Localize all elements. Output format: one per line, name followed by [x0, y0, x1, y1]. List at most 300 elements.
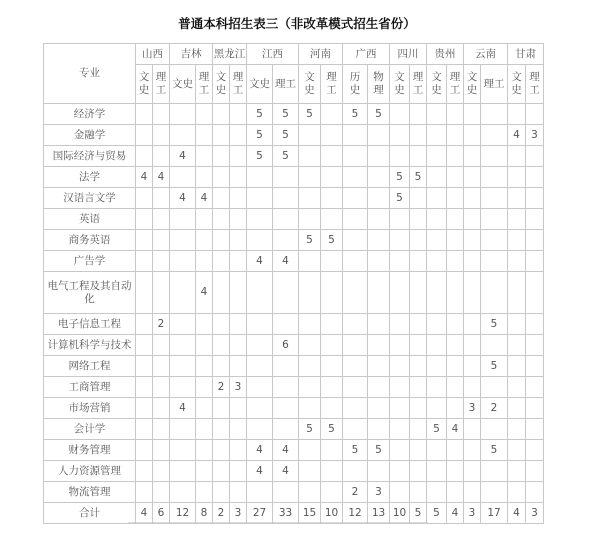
quota-cell — [526, 209, 544, 230]
quota-cell — [299, 461, 321, 482]
quota-cell — [427, 398, 447, 419]
major-column-header: 专业 — [44, 44, 136, 104]
table-row — [44, 146, 544, 167]
track-header: 理工 — [481, 65, 508, 104]
quota-cell — [447, 188, 464, 209]
quota-cell — [196, 482, 213, 503]
quota-cell — [299, 377, 321, 398]
table-row — [44, 167, 544, 188]
quota-cell — [368, 230, 390, 251]
quota-cell — [526, 377, 544, 398]
quota-cell — [368, 251, 390, 272]
quota-cell: 8 — [196, 503, 213, 524]
quota-cell — [213, 251, 230, 272]
quota-cell — [343, 188, 368, 209]
quota-cell — [299, 356, 321, 377]
quota-cell — [508, 209, 526, 230]
quota-cell — [213, 356, 230, 377]
quota-cell — [213, 104, 230, 125]
quota-cell — [247, 230, 273, 251]
quota-cell — [153, 125, 170, 146]
quota-cell — [321, 167, 343, 188]
quota-cell — [481, 104, 508, 125]
quota-cell — [299, 146, 321, 167]
quota-cell — [153, 272, 170, 314]
quota-cell — [508, 272, 526, 314]
province-header: 四川 — [390, 44, 427, 65]
province-header: 甘肃 — [508, 44, 544, 65]
province-header: 山西 — [136, 44, 170, 65]
total-row — [44, 503, 544, 524]
quota-cell — [196, 146, 213, 167]
quota-cell — [247, 272, 273, 314]
quota-cell — [299, 251, 321, 272]
quota-cell: 4 — [247, 251, 273, 272]
quota-cell — [273, 230, 299, 251]
quota-cell — [390, 398, 410, 419]
province-header: 江西 — [247, 44, 299, 65]
track-header: 理 工 — [410, 65, 427, 104]
quota-cell — [447, 230, 464, 251]
quota-cell — [196, 251, 213, 272]
track-header: 文 史 — [136, 65, 153, 104]
quota-cell: 5 — [410, 503, 427, 524]
quota-cell — [196, 419, 213, 440]
quota-cell — [526, 188, 544, 209]
track-header: 理 工 — [230, 65, 247, 104]
quota-cell — [390, 125, 410, 146]
quota-cell — [136, 482, 153, 503]
quota-cell — [196, 440, 213, 461]
quota-cell — [390, 419, 410, 440]
quota-cell — [508, 335, 526, 356]
track-header: 文 史 — [464, 65, 481, 104]
quota-cell — [410, 272, 427, 314]
major-name: 经济学 — [44, 104, 136, 125]
quota-cell — [230, 125, 247, 146]
province-header: 吉林 — [170, 44, 213, 65]
quota-cell — [343, 251, 368, 272]
quota-cell — [526, 272, 544, 314]
quota-cell — [153, 356, 170, 377]
quota-cell — [153, 146, 170, 167]
quota-cell: 4 — [170, 398, 196, 419]
quota-cell — [247, 482, 273, 503]
major-name: 广告学 — [44, 251, 136, 272]
quota-cell — [481, 230, 508, 251]
quota-cell — [343, 419, 368, 440]
quota-cell — [526, 335, 544, 356]
track-header: 文 史 — [390, 65, 410, 104]
track-header: 历 史 — [343, 65, 368, 104]
quota-cell — [508, 461, 526, 482]
quota-cell — [299, 482, 321, 503]
quota-cell — [136, 230, 153, 251]
quota-cell — [526, 104, 544, 125]
quota-cell — [508, 188, 526, 209]
major-name: 市场营销 — [44, 398, 136, 419]
quota-cell — [427, 209, 447, 230]
quota-cell — [196, 377, 213, 398]
quota-cell — [427, 230, 447, 251]
quota-cell — [343, 167, 368, 188]
quota-cell — [213, 209, 230, 230]
quota-cell — [526, 314, 544, 335]
quota-cell: 4 — [170, 188, 196, 209]
quota-cell — [368, 314, 390, 335]
quota-cell — [247, 377, 273, 398]
quota-cell — [410, 377, 427, 398]
quota-cell: 13 — [368, 503, 390, 524]
quota-cell — [390, 251, 410, 272]
quota-cell — [153, 440, 170, 461]
quota-cell — [410, 419, 427, 440]
track-header: 文 史 — [299, 65, 321, 104]
quota-cell — [343, 377, 368, 398]
quota-cell — [343, 209, 368, 230]
quota-cell: 5 — [343, 440, 368, 461]
quota-cell — [427, 104, 447, 125]
quota-cell — [247, 314, 273, 335]
quota-cell — [136, 209, 153, 230]
quota-cell — [508, 440, 526, 461]
quota-cell: 5 — [299, 230, 321, 251]
quota-cell — [153, 419, 170, 440]
quota-cell — [447, 314, 464, 335]
quota-cell — [464, 335, 481, 356]
major-name: 电气工程及其自动化 — [44, 272, 136, 314]
track-header: 理 工 — [447, 65, 464, 104]
quota-cell: 3 — [368, 482, 390, 503]
quota-cell: 5 — [273, 146, 299, 167]
quota-cell — [526, 230, 544, 251]
quota-cell — [508, 356, 526, 377]
quota-cell — [526, 482, 544, 503]
quota-cell — [321, 440, 343, 461]
quota-cell — [321, 251, 343, 272]
quota-cell: 4 — [508, 503, 526, 524]
quota-cell: 5 — [247, 125, 273, 146]
quota-cell — [343, 398, 368, 419]
quota-cell — [390, 104, 410, 125]
table-row — [44, 251, 544, 272]
quota-cell — [464, 377, 481, 398]
quota-cell — [368, 167, 390, 188]
quota-cell — [390, 482, 410, 503]
quota-cell — [427, 146, 447, 167]
quota-cell — [136, 188, 153, 209]
major-name: 商务英语 — [44, 230, 136, 251]
quota-cell: 3 — [464, 398, 481, 419]
quota-cell — [273, 398, 299, 419]
quota-cell: 4 — [196, 188, 213, 209]
quota-cell — [196, 167, 213, 188]
quota-cell — [299, 440, 321, 461]
track-header: 文 史 — [427, 65, 447, 104]
quota-cell — [368, 377, 390, 398]
quota-cell: 4 — [247, 440, 273, 461]
quota-cell — [247, 419, 273, 440]
quota-cell: 4 — [273, 440, 299, 461]
quota-cell: 5 — [427, 419, 447, 440]
quota-cell — [213, 440, 230, 461]
quota-cell — [427, 356, 447, 377]
quota-cell — [464, 230, 481, 251]
quota-cell — [390, 146, 410, 167]
quota-cell — [343, 335, 368, 356]
quota-cell — [464, 251, 481, 272]
quota-cell — [213, 461, 230, 482]
major-name: 汉语言文学 — [44, 188, 136, 209]
quota-cell — [299, 209, 321, 230]
quota-cell — [170, 125, 196, 146]
quota-cell — [464, 146, 481, 167]
quota-cell — [321, 104, 343, 125]
province-header: 广西 — [343, 44, 390, 65]
quota-cell — [136, 146, 153, 167]
quota-cell — [230, 461, 247, 482]
quota-cell — [247, 209, 273, 230]
quota-cell — [447, 251, 464, 272]
quota-cell — [230, 440, 247, 461]
quota-cell: 4 — [273, 461, 299, 482]
quota-cell: 5 — [481, 440, 508, 461]
quota-cell — [343, 314, 368, 335]
quota-cell — [410, 209, 427, 230]
quota-cell — [170, 419, 196, 440]
quota-cell — [230, 188, 247, 209]
quota-cell — [481, 188, 508, 209]
quota-cell — [410, 482, 427, 503]
quota-cell — [230, 104, 247, 125]
quota-cell — [321, 125, 343, 146]
quota-cell — [230, 335, 247, 356]
quota-cell — [230, 272, 247, 314]
major-name: 网络工程 — [44, 356, 136, 377]
quota-cell — [153, 482, 170, 503]
quota-cell — [153, 335, 170, 356]
quota-cell: 4 — [196, 272, 213, 314]
quota-cell: 3 — [526, 125, 544, 146]
quota-cell: 5 — [273, 104, 299, 125]
quota-cell — [464, 104, 481, 125]
quota-cell — [447, 356, 464, 377]
quota-cell — [273, 482, 299, 503]
quota-cell — [170, 482, 196, 503]
quota-cell — [230, 314, 247, 335]
table-row — [44, 104, 544, 125]
quota-cell — [508, 104, 526, 125]
quota-cell: 5 — [321, 230, 343, 251]
quota-cell — [136, 398, 153, 419]
track-header: 文史 — [170, 65, 196, 104]
table-row — [44, 377, 544, 398]
quota-cell — [447, 125, 464, 146]
quota-cell — [447, 146, 464, 167]
quota-cell — [230, 230, 247, 251]
quota-cell — [273, 419, 299, 440]
quota-cell — [230, 419, 247, 440]
quota-cell — [299, 335, 321, 356]
quota-cell — [508, 419, 526, 440]
quota-cell — [230, 209, 247, 230]
quota-cell — [299, 272, 321, 314]
quota-cell — [464, 419, 481, 440]
quota-cell — [368, 146, 390, 167]
quota-cell: 4 — [153, 167, 170, 188]
major-name: 金融学 — [44, 125, 136, 146]
quota-cell: 2 — [213, 503, 230, 524]
quota-cell — [170, 230, 196, 251]
quota-cell — [427, 167, 447, 188]
quota-cell: 5 — [390, 167, 410, 188]
quota-cell: 3 — [526, 503, 544, 524]
quota-cell — [247, 167, 273, 188]
quota-cell — [390, 461, 410, 482]
quota-cell — [447, 209, 464, 230]
table-row — [44, 440, 544, 461]
quota-cell — [410, 146, 427, 167]
quota-cell — [230, 251, 247, 272]
quota-cell — [136, 377, 153, 398]
quota-cell — [368, 209, 390, 230]
table-row — [44, 482, 544, 503]
quota-cell — [153, 209, 170, 230]
quota-cell — [410, 230, 427, 251]
quota-cell — [427, 314, 447, 335]
major-name: 物流管理 — [44, 482, 136, 503]
quota-cell — [481, 482, 508, 503]
quota-cell: 27 — [247, 503, 273, 524]
quota-cell — [170, 314, 196, 335]
quota-cell: 5 — [410, 167, 427, 188]
quota-cell: 5 — [299, 104, 321, 125]
quota-cell — [410, 125, 427, 146]
quota-cell — [321, 314, 343, 335]
quota-cell — [247, 356, 273, 377]
quota-cell — [230, 146, 247, 167]
table-row — [44, 209, 544, 230]
quota-cell — [153, 398, 170, 419]
quota-cell — [196, 335, 213, 356]
quota-cell — [299, 314, 321, 335]
quota-cell — [321, 356, 343, 377]
quota-cell: 5 — [247, 146, 273, 167]
track-header: 理工 — [273, 65, 299, 104]
quota-cell — [481, 251, 508, 272]
quota-cell — [343, 230, 368, 251]
quota-cell — [321, 482, 343, 503]
quota-cell — [321, 377, 343, 398]
quota-cell — [481, 125, 508, 146]
quota-cell — [136, 272, 153, 314]
table-row — [44, 314, 544, 335]
quota-cell — [136, 314, 153, 335]
quota-cell — [447, 482, 464, 503]
quota-cell — [464, 209, 481, 230]
track-header: 理 工 — [526, 65, 544, 104]
quota-cell — [481, 209, 508, 230]
quota-cell — [153, 230, 170, 251]
quota-cell — [136, 335, 153, 356]
quota-cell — [299, 188, 321, 209]
quota-cell — [464, 125, 481, 146]
quota-cell — [213, 335, 230, 356]
quota-cell: 4 — [447, 419, 464, 440]
quota-cell — [526, 167, 544, 188]
table-row — [44, 125, 544, 146]
quota-cell — [136, 125, 153, 146]
quota-cell: 5 — [368, 104, 390, 125]
quota-cell — [196, 461, 213, 482]
quota-cell — [230, 482, 247, 503]
quota-cell — [196, 314, 213, 335]
quota-cell: 3 — [230, 503, 247, 524]
quota-cell — [390, 272, 410, 314]
quota-cell — [136, 251, 153, 272]
quota-cell — [213, 419, 230, 440]
quota-cell: 2 — [343, 482, 368, 503]
quota-cell — [464, 461, 481, 482]
quota-cell — [343, 356, 368, 377]
quota-cell — [299, 398, 321, 419]
quota-cell — [321, 188, 343, 209]
table-row — [44, 335, 544, 356]
quota-cell: 4 — [136, 167, 153, 188]
table-row — [44, 461, 544, 482]
quota-cell — [508, 398, 526, 419]
quota-cell: 2 — [481, 398, 508, 419]
quota-cell — [410, 188, 427, 209]
quota-cell — [230, 167, 247, 188]
major-name: 英语 — [44, 209, 136, 230]
quota-cell — [410, 461, 427, 482]
major-name: 会计学 — [44, 419, 136, 440]
quota-cell — [481, 272, 508, 314]
quota-cell: 5 — [321, 419, 343, 440]
quota-cell — [153, 251, 170, 272]
quota-cell — [526, 251, 544, 272]
quota-cell — [170, 356, 196, 377]
quota-cell — [481, 146, 508, 167]
quota-cell — [213, 314, 230, 335]
quota-cell — [481, 335, 508, 356]
quota-cell — [196, 104, 213, 125]
quota-cell — [390, 440, 410, 461]
province-header: 黑龙江 — [213, 44, 247, 65]
quota-cell — [153, 461, 170, 482]
quota-cell — [213, 146, 230, 167]
quota-cell — [213, 125, 230, 146]
quota-cell — [447, 440, 464, 461]
quota-cell — [447, 335, 464, 356]
quota-cell — [427, 461, 447, 482]
quota-cell — [273, 209, 299, 230]
province-header: 河南 — [299, 44, 343, 65]
quota-cell — [447, 272, 464, 314]
quota-cell — [213, 167, 230, 188]
quota-cell: 4 — [247, 461, 273, 482]
quota-cell — [464, 272, 481, 314]
quota-cell — [464, 188, 481, 209]
quota-cell — [273, 272, 299, 314]
quota-cell: 2 — [213, 377, 230, 398]
quota-cell — [508, 482, 526, 503]
quota-cell — [508, 167, 526, 188]
quota-cell: 4 — [136, 503, 153, 524]
quota-cell — [136, 419, 153, 440]
quota-cell: 6 — [273, 335, 299, 356]
